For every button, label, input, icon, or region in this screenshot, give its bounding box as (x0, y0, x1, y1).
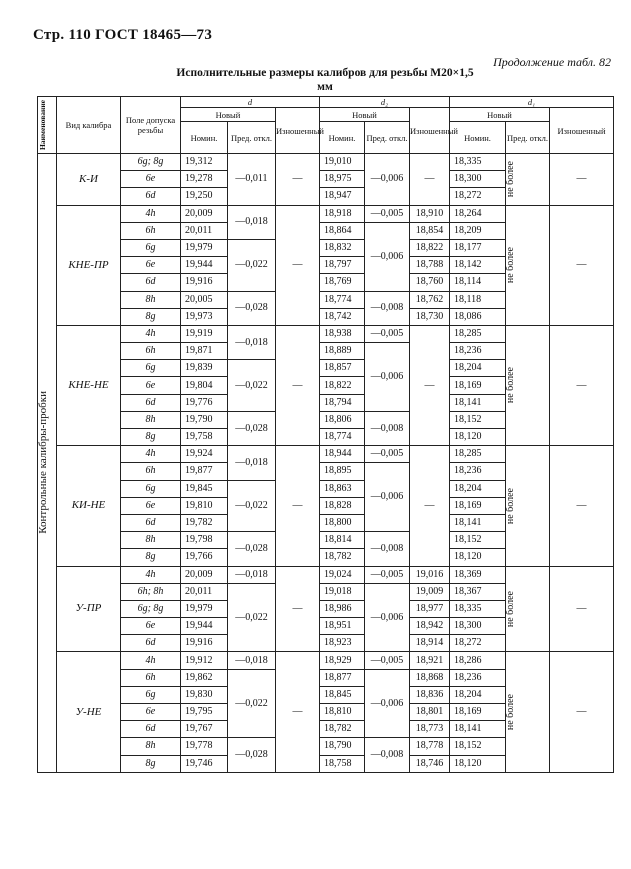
d2-worn: — (410, 325, 450, 445)
thread-field: 6e (121, 377, 181, 394)
d1-deviation: — (550, 325, 614, 445)
d2-nominal: 18,790 (320, 738, 365, 755)
d1-nominal: 18,204 (450, 480, 506, 497)
d-deviation: —0,018 (228, 566, 276, 583)
gauge-type: КНЕ-НЕ (57, 325, 121, 445)
page-header: Стр. 110 ГОСТ 18465—73 (33, 27, 213, 43)
d1-nominal: 18,152 (450, 738, 506, 755)
d2-deviation: —0,005 (365, 325, 410, 342)
d-deviation: —0,018 (228, 205, 276, 239)
d1-limit-text: не более (505, 247, 517, 284)
d2-worn: — (410, 446, 450, 566)
col-d2-nom: Номин. (320, 122, 365, 154)
d-worn: — (276, 652, 320, 772)
d-deviation: —0,022 (228, 583, 276, 652)
thread-field: 4h (121, 205, 181, 222)
d-nominal: 19,312 (181, 154, 228, 171)
table-row (38, 652, 614, 669)
d2-worn: 18,822 (410, 239, 450, 256)
col-d2-new: Новый (320, 108, 410, 122)
thread-field: 8h (121, 738, 181, 755)
d-nominal: 20,005 (181, 291, 228, 308)
d-deviation: —0,022 (228, 480, 276, 532)
d1-nominal: 18,285 (450, 325, 506, 342)
thread-field: 6e (121, 497, 181, 514)
d1-nominal: 18,120 (450, 755, 506, 772)
d2-nominal: 18,806 (320, 411, 365, 428)
d-deviation: —0,028 (228, 291, 276, 325)
d2-deviation: —0,005 (365, 446, 410, 463)
thread-field: 8h (121, 291, 181, 308)
d1-nominal: 18,120 (450, 429, 506, 446)
table-row (38, 566, 614, 583)
col-d-new: Новый (181, 108, 276, 122)
d-nominal: 19,871 (181, 343, 228, 360)
d2-nominal: 19,010 (320, 154, 365, 171)
col-d2: d₂ (320, 97, 450, 108)
d1-nominal: 18,177 (450, 239, 506, 256)
d2-nominal: 18,877 (320, 669, 365, 686)
d1-nominal: 18,152 (450, 532, 506, 549)
d1-deviation: — (550, 205, 614, 325)
d2-deviation: —0,005 (365, 566, 410, 583)
d2-nominal: 18,944 (320, 446, 365, 463)
thread-field: 6d (121, 635, 181, 652)
d2-nominal: 18,822 (320, 377, 365, 394)
d2-nominal: 18,857 (320, 360, 365, 377)
d-nominal: 19,778 (181, 738, 228, 755)
d2-nominal: 18,797 (320, 257, 365, 274)
d-nominal: 19,278 (181, 171, 228, 188)
table-body (38, 154, 614, 773)
d1-nominal: 18,236 (450, 463, 506, 480)
d1-nominal: 18,204 (450, 360, 506, 377)
d-nominal: 19,912 (181, 652, 228, 669)
d-deviation: —0,022 (228, 360, 276, 412)
d1-deviation: — (550, 446, 614, 566)
d2-nominal: 18,938 (320, 325, 365, 342)
d2-worn: 18,921 (410, 652, 450, 669)
d1-nominal: 18,204 (450, 686, 506, 703)
d2-worn: 18,760 (410, 274, 450, 291)
d-nominal: 19,782 (181, 514, 228, 531)
d-nominal: 19,758 (181, 429, 228, 446)
d1-limit (506, 566, 550, 652)
d-nominal: 19,798 (181, 532, 228, 549)
table-row (38, 205, 614, 222)
d2-worn: 18,788 (410, 257, 450, 274)
d2-worn: 18,778 (410, 738, 450, 755)
thread-field: 8h (121, 532, 181, 549)
thread-field: 8g (121, 549, 181, 566)
d2-nominal: 18,814 (320, 532, 365, 549)
thread-field: 4h (121, 325, 181, 342)
d1-nominal: 18,114 (450, 274, 506, 291)
d2-worn: 18,746 (410, 755, 450, 772)
d1-nominal: 18,141 (450, 721, 506, 738)
d1-limit (506, 652, 550, 772)
col-d1-worn: Изношенный (550, 108, 614, 154)
d1-limit-text: не более (505, 161, 517, 198)
d1-nominal: 18,141 (450, 514, 506, 531)
d1-limit (506, 154, 550, 206)
thread-field: 6g (121, 480, 181, 497)
gauge-dimensions-table (37, 96, 614, 773)
d2-nominal: 18,951 (320, 618, 365, 635)
d1-nominal: 18,142 (450, 257, 506, 274)
d1-nominal: 18,120 (450, 549, 506, 566)
thread-field: 6e (121, 704, 181, 721)
d2-nominal: 18,832 (320, 239, 365, 256)
d2-nominal: 18,929 (320, 652, 365, 669)
col-d-worn: Изношенный (276, 108, 320, 154)
gauge-type: КНЕ-ПР (57, 205, 121, 325)
d1-limit (506, 205, 550, 325)
d-worn: — (276, 566, 320, 652)
d2-deviation: —0,005 (365, 205, 410, 222)
d2-nominal: 18,918 (320, 205, 365, 222)
thread-field: 6g; 8g (121, 154, 181, 171)
d2-nominal: 18,810 (320, 704, 365, 721)
col-d1: d₁ (450, 97, 614, 108)
d-deviation: —0,022 (228, 239, 276, 291)
thread-field: 6d (121, 274, 181, 291)
d1-nominal: 18,272 (450, 188, 506, 205)
d1-nominal: 18,169 (450, 377, 506, 394)
col-d1-dev: Пред. откл. (506, 122, 550, 154)
d2-nominal: 18,863 (320, 480, 365, 497)
d-worn: — (276, 446, 320, 566)
table-header (38, 97, 614, 154)
d2-worn: 18,854 (410, 222, 450, 239)
table-row (38, 325, 614, 342)
d-nominal: 20,011 (181, 583, 228, 600)
d2-deviation: —0,006 (365, 463, 410, 532)
d1-deviation: — (550, 566, 614, 652)
d2-deviation: —0,006 (365, 222, 410, 291)
d2-nominal: 18,774 (320, 291, 365, 308)
d1-deviation: — (550, 154, 614, 206)
d-deviation: —0,022 (228, 669, 276, 738)
d2-deviation: —0,006 (365, 669, 410, 738)
d1-nominal: 18,285 (450, 446, 506, 463)
d2-nominal: 18,864 (320, 222, 365, 239)
thread-field: 6g (121, 360, 181, 377)
table-units: мм (317, 81, 333, 93)
d2-worn: 18,977 (410, 600, 450, 617)
d2-worn: 19,016 (410, 566, 450, 583)
d-nominal: 19,973 (181, 308, 228, 325)
d-worn: — (276, 154, 320, 206)
d1-limit-text: не более (505, 487, 517, 524)
row-group-label-text: Контрольные калибры-пробки (37, 391, 49, 535)
thread-field: 6g (121, 239, 181, 256)
d2-worn: 18,762 (410, 291, 450, 308)
d2-worn: 18,942 (410, 618, 450, 635)
thread-field: 4h (121, 566, 181, 583)
d2-nominal: 18,774 (320, 429, 365, 446)
d-nominal: 19,924 (181, 446, 228, 463)
d1-nominal: 18,272 (450, 635, 506, 652)
thread-field: 8g (121, 429, 181, 446)
thread-field: 6h; 8h (121, 583, 181, 600)
d1-nominal: 18,300 (450, 618, 506, 635)
d-nominal: 19,979 (181, 600, 228, 617)
d1-limit (506, 446, 550, 566)
d-nominal: 19,862 (181, 669, 228, 686)
thread-field: 6h (121, 343, 181, 360)
d2-worn: 18,910 (410, 205, 450, 222)
thread-field: 8h (121, 411, 181, 428)
d2-nominal: 18,769 (320, 274, 365, 291)
thread-field: 6d (121, 721, 181, 738)
d-deviation: —0,011 (228, 154, 276, 206)
d2-worn: 18,801 (410, 704, 450, 721)
col-d2-worn: Изношенный (410, 108, 450, 154)
d1-limit (506, 325, 550, 445)
d2-worn: 19,009 (410, 583, 450, 600)
d-deviation: —0,018 (228, 446, 276, 480)
d-nominal: 19,250 (181, 188, 228, 205)
d-nominal: 20,011 (181, 222, 228, 239)
d2-nominal: 18,947 (320, 188, 365, 205)
d-nominal: 19,944 (181, 257, 228, 274)
table-caption (175, 66, 475, 94)
d-nominal: 19,776 (181, 394, 228, 411)
d-nominal: 19,795 (181, 704, 228, 721)
d1-nominal: 18,152 (450, 411, 506, 428)
d2-worn: 18,773 (410, 721, 450, 738)
thread-field: 6d (121, 188, 181, 205)
thread-field: 8g (121, 308, 181, 325)
table-title: Исполнительные размеры калибров для резьбы М20×1,5 (176, 67, 474, 79)
d-nominal: 19,916 (181, 635, 228, 652)
thread-field: 6h (121, 463, 181, 480)
col-d-dev: Пред. откл. (228, 122, 276, 154)
d1-nominal: 18,141 (450, 394, 506, 411)
d2-nominal: 18,986 (320, 600, 365, 617)
gauge-type: К-И (57, 154, 121, 206)
d1-nominal: 18,286 (450, 652, 506, 669)
col-vid: Вид калибра (57, 97, 121, 154)
d-deviation: —0,018 (228, 652, 276, 669)
d2-deviation: —0,006 (365, 154, 410, 206)
d1-nominal: 18,209 (450, 222, 506, 239)
d2-nominal: 18,889 (320, 343, 365, 360)
d2-worn: — (410, 154, 450, 206)
col-naim: Наименование (38, 97, 57, 154)
table-row (38, 154, 614, 171)
d1-nominal: 18,236 (450, 343, 506, 360)
col-d1-nom: Номин. (450, 122, 506, 154)
d2-nominal: 18,828 (320, 497, 365, 514)
d1-limit-text: не более (505, 590, 517, 628)
d2-worn: 18,836 (410, 686, 450, 703)
d1-nominal: 18,236 (450, 669, 506, 686)
d2-nominal: 18,782 (320, 721, 365, 738)
thread-field: 6e (121, 171, 181, 188)
thread-field: 6e (121, 257, 181, 274)
d1-nominal: 18,335 (450, 154, 506, 171)
row-group-label (38, 154, 57, 773)
gauge-type: У-НЕ (57, 652, 121, 772)
d-nominal: 19,810 (181, 497, 228, 514)
d-nominal: 19,804 (181, 377, 228, 394)
d1-nominal: 18,300 (450, 171, 506, 188)
thread-field: 6d (121, 514, 181, 531)
d-nominal: 19,766 (181, 549, 228, 566)
d-nominal: 19,767 (181, 721, 228, 738)
d2-nominal: 18,742 (320, 308, 365, 325)
d2-deviation: —0,008 (365, 532, 410, 566)
thread-field: 6e (121, 618, 181, 635)
thread-field: 6g (121, 686, 181, 703)
table-continuation-label: Продолжение табл. 82 (493, 55, 611, 69)
d2-deviation: —0,008 (365, 738, 410, 772)
d2-worn: 18,868 (410, 669, 450, 686)
d1-limit-text: не более (505, 367, 517, 404)
thread-field: 6h (121, 669, 181, 686)
d-nominal: 19,790 (181, 411, 228, 428)
d2-worn: 18,730 (410, 308, 450, 325)
d2-nominal: 18,923 (320, 635, 365, 652)
d-nominal: 20,009 (181, 205, 228, 222)
d2-nominal: 19,024 (320, 566, 365, 583)
col-pole: Поле допуска резьбы (121, 97, 181, 154)
col-d1-new: Новый (450, 108, 550, 122)
gauge-type: У-ПР (57, 566, 121, 652)
d-nominal: 19,839 (181, 360, 228, 377)
d-deviation: —0,028 (228, 532, 276, 566)
d-nominal: 19,916 (181, 274, 228, 291)
thread-field: 4h (121, 652, 181, 669)
d2-nominal: 18,794 (320, 394, 365, 411)
d2-nominal: 18,975 (320, 171, 365, 188)
col-d-nom: Номин. (181, 122, 228, 154)
d-nominal: 19,877 (181, 463, 228, 480)
d2-nominal: 18,758 (320, 755, 365, 772)
d1-limit-text: не более (505, 694, 517, 731)
d1-nominal: 18,369 (450, 566, 506, 583)
table-row (38, 446, 614, 463)
d2-nominal: 18,895 (320, 463, 365, 480)
d-worn: — (276, 205, 320, 325)
thread-field: 4h (121, 446, 181, 463)
d2-nominal: 18,800 (320, 514, 365, 531)
d2-deviation: —0,005 (365, 652, 410, 669)
d2-deviation: —0,008 (365, 411, 410, 445)
d-nominal: 19,979 (181, 239, 228, 256)
d-nominal: 19,919 (181, 325, 228, 342)
gauge-type: КИ-НЕ (57, 446, 121, 566)
d2-deviation: —0,006 (365, 583, 410, 652)
d-nominal: 20,009 (181, 566, 228, 583)
d1-deviation: — (550, 652, 614, 772)
thread-field: 6g; 8g (121, 600, 181, 617)
d2-worn: 18,914 (410, 635, 450, 652)
d1-nominal: 18,118 (450, 291, 506, 308)
d1-nominal: 18,169 (450, 704, 506, 721)
d2-nominal: 19,018 (320, 583, 365, 600)
d2-nominal: 18,845 (320, 686, 365, 703)
d-nominal: 19,746 (181, 755, 228, 772)
d-deviation: —0,028 (228, 738, 276, 772)
d1-nominal: 18,086 (450, 308, 506, 325)
d-deviation: —0,028 (228, 411, 276, 445)
d1-nominal: 18,367 (450, 583, 506, 600)
col-d: d (181, 97, 320, 108)
d1-nominal: 18,264 (450, 205, 506, 222)
d1-nominal: 18,335 (450, 600, 506, 617)
d2-nominal: 18,782 (320, 549, 365, 566)
d-deviation: —0,018 (228, 325, 276, 359)
d-nominal: 19,845 (181, 480, 228, 497)
d-nominal: 19,830 (181, 686, 228, 703)
d-nominal: 19,944 (181, 618, 228, 635)
d2-deviation: —0,008 (365, 291, 410, 325)
d-worn: — (276, 325, 320, 445)
thread-field: 8g (121, 755, 181, 772)
d2-deviation: —0,006 (365, 343, 410, 412)
thread-field: 6h (121, 222, 181, 239)
thread-field: 6d (121, 394, 181, 411)
col-d2-dev: Пред. откл. (365, 122, 410, 154)
d1-nominal: 18,169 (450, 497, 506, 514)
